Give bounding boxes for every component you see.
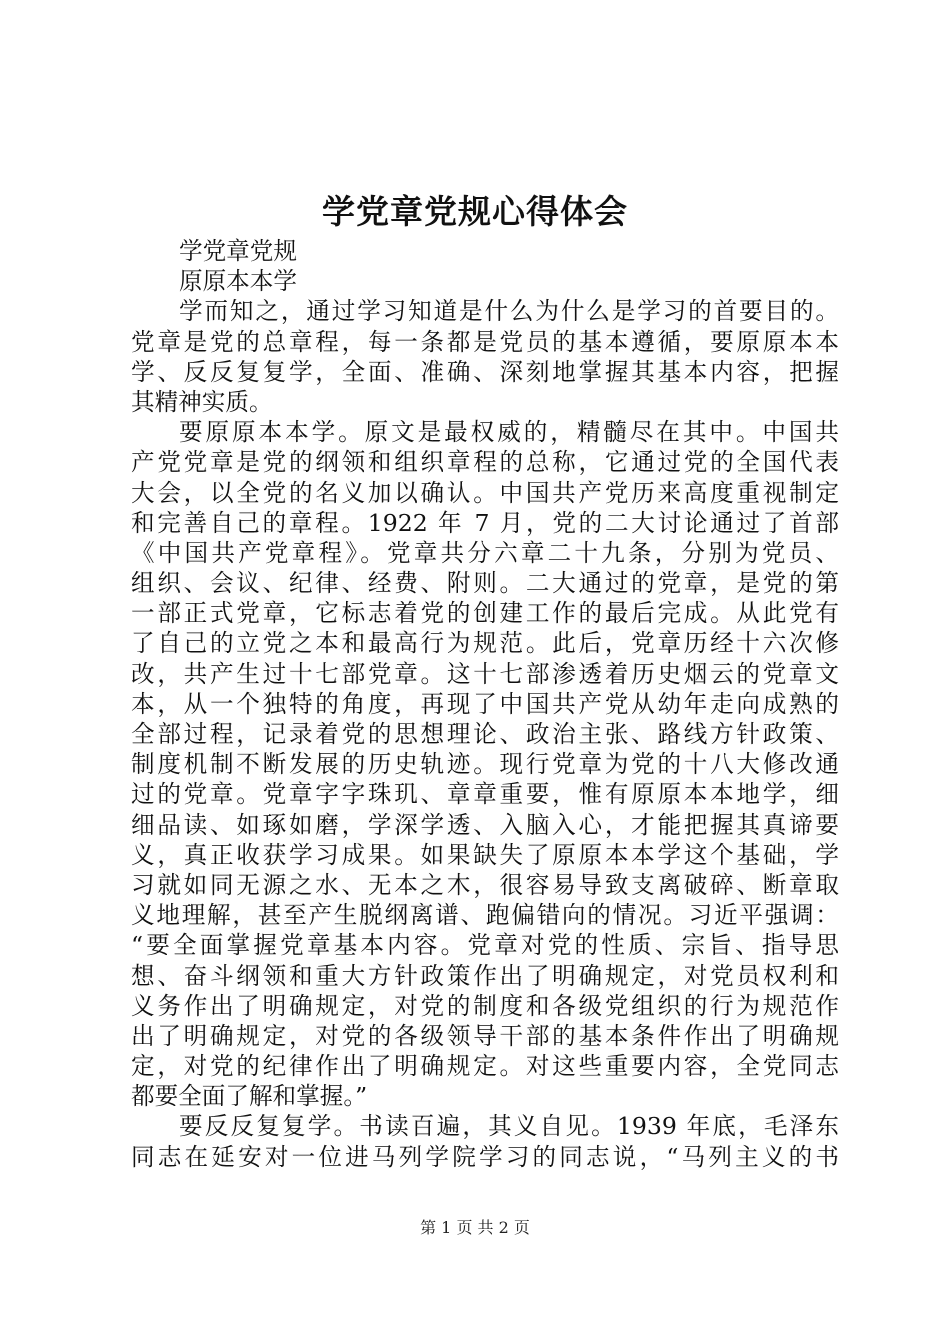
text-line: 都要全面了解和掌握。”: [131, 1082, 368, 1111]
text-line: 过的党章。党章字字珠玑、章章重要，惟有原原本本地学，细: [131, 780, 839, 809]
text-line: 出了明确规定，对党的各级领导干部的基本条件作出了明确规: [131, 1021, 839, 1050]
text-line: 义地理解，甚至产生脱纲离谱、跑偏错向的情况。习近平强调：: [131, 901, 839, 930]
text-line: 一部正式党章，它标志着党的创建工作的最后完成。从此党有: [131, 599, 839, 628]
text-line: 其精神实质。: [131, 387, 273, 416]
text-line: 要原原本本学。原文是最权威的，精髓尽在其中。中国共: [179, 418, 839, 447]
text-line: 了自己的立党之本和最高行为规范。此后，党章历经十六次修: [131, 629, 839, 658]
text-line: 《中国共产党章程》。党章共分六章二十九条，分别为党员、: [131, 538, 839, 567]
text-line: 要反反复复学。书读百遍，其义自见。1939 年底，毛泽东: [179, 1112, 839, 1141]
text-line: 习就如同无源之水、无本之木，很容易导致支离破碎、断章取: [131, 870, 839, 899]
text-line: “要全面掌握党章基本内容。党章对党的性质、宗旨、指导思: [131, 931, 839, 960]
text-line: 产党党章是党的纲领和组织章程的总称，它通过党的全国代表: [131, 448, 839, 477]
text-line: 想、奋斗纲领和重大方针政策作出了明确规定，对党员权利和: [131, 961, 839, 990]
text-line: 党章是党的总章程，每一条都是党员的基本遵循，要原原本本: [131, 327, 839, 356]
document-title: 学党章党规心得体会: [322, 192, 628, 231]
text-line: 义务作出了明确规定，对党的制度和各级党组织的行为规范作: [131, 991, 839, 1020]
text-line: 改，共产生过十七部党章。这十七部渗透着历史烟云的党章文: [131, 659, 839, 688]
text-line: 学、反反复复学，全面、准确、深刻地掌握其基本内容，把握: [131, 357, 839, 386]
text-line: 定，对党的纪律作出了明确规定。对这些重要内容，全党同志: [131, 1052, 839, 1081]
text-line: 原原本本学: [179, 267, 297, 296]
text-line: 全部过程，记录着党的思想理论、政治主张、路线方针政策、: [131, 720, 839, 748]
text-line: 制度机制不断发展的历史轨迹。现行党章为党的十八大修改通: [131, 750, 839, 779]
text-line: 组织、会议、纪律、经费、附则。二大通过的党章，是党的第: [131, 569, 839, 598]
text-line: 细品读、如琢如磨，学深学透、入脑入心，才能把握其真谛要: [131, 810, 839, 839]
page-footer: 第 1 页 共 2 页: [420, 1218, 530, 1237]
text-line: 学而知之，通过学习知道是什么为什么是学习的首要目的。: [179, 297, 839, 326]
text-line: 同志在延安对一位进马列学院学习的同志说，“马列主义的书: [131, 1142, 839, 1171]
text-line: 义，真正收获学习成果。如果缺失了原原本本学这个基础，学: [131, 840, 839, 869]
text-line: 和完善自己的章程。1922 年 7 月，党的二大讨论通过了首部: [131, 508, 839, 537]
text-line: 大会，以全党的名义加以确认。中国共产党历来高度重视制定: [131, 478, 839, 507]
text-line: 学党章党规: [179, 237, 297, 265]
text-line: 本，从一个独特的角度，再现了中国共产党从幼年走向成熟的: [131, 689, 839, 718]
document-body: [131, 236, 839, 1172]
